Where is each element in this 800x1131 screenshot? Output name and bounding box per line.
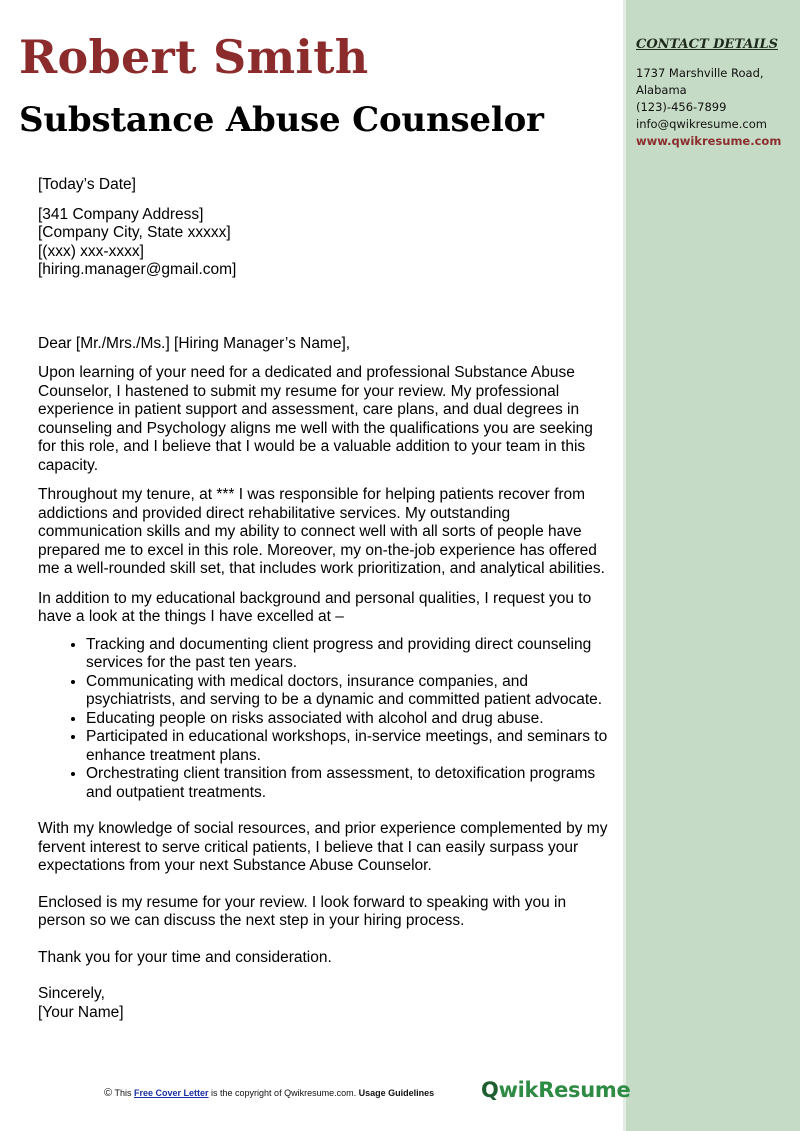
recipient-phone: [(xxx) xxx-xxxx] bbox=[38, 242, 144, 260]
recipient-address: [341 Company Address] bbox=[38, 205, 204, 223]
contact-website[interactable]: www.qwikresume.com bbox=[636, 134, 782, 148]
contact-sidebar bbox=[623, 0, 800, 1131]
paragraph-5: Enclosed is my resume for your review. I look forward to speaking with you in person so we can discuss the next step in your hiring process. bbox=[38, 893, 567, 929]
job-title: Substance Abuse Counselor bbox=[19, 100, 544, 140]
copyright-icon: © bbox=[104, 1087, 113, 1099]
letter-date: [Today’s Date] bbox=[38, 176, 136, 193]
paragraph-1: Upon learning of your need for a dedicated and professional Substance Abuse Counselor, I hastened to submit my resume for your review. My professional experience in patient support and assessment, care plans, and dual degrees in counseling and Psychology aligns me well with the qualifications you are seeking for this role, and I believe that I would be a valuable addition to your team in this capacity. bbox=[38, 364, 593, 474]
candidate-name: Robert Smith bbox=[19, 30, 369, 84]
recipient-city: [Company City, State xxxxx] bbox=[38, 224, 231, 241]
copyright-footer bbox=[104, 1087, 434, 1099]
footer-text-this: This bbox=[114, 1088, 132, 1098]
list-item: • Educating people on risks associated with alcohol and drug abuse. bbox=[86, 710, 608, 729]
paragraph-2: Throughout my tenure, at *** I was responsible for helping patients recover from addictions and provided direct rehabilitative services. My outstanding communication skills and my ability to connect well with all sorts of people have prepared me to excel in this role. Moreover, my on-the-job experience has offered me a well-rounded skill set, that includes work prioritization, and analytical abilities. bbox=[38, 486, 605, 577]
list-item: • Communicating with medical doctors, insurance companies, and psychiatrists, and serving to be a dynamic and committed patient advocate. bbox=[86, 673, 608, 710]
logo-q: Q bbox=[481, 1078, 499, 1102]
closing: Sincerely, bbox=[38, 985, 105, 1002]
footer-text-middle: is the copyright of Qwikresume.com. bbox=[211, 1088, 357, 1098]
contact-details bbox=[636, 65, 791, 150]
paragraph-6: Thank you for your time and consideration. bbox=[38, 948, 332, 966]
contact-details-heading: CONTACT DETAILS bbox=[636, 37, 778, 52]
contact-email[interactable]: info@qwikresume.com bbox=[636, 117, 767, 131]
recipient-email: [hiring.manager@gmail.com] bbox=[38, 261, 237, 278]
paragraph-3: In addition to my educational background and personal qualities, I request you to have a look at the things I have excelled at – bbox=[38, 589, 592, 625]
letter-body bbox=[38, 176, 608, 1022]
usage-guidelines-link[interactable]: Usage Guidelines bbox=[358, 1088, 435, 1098]
list-item: • Orchestrating client transition from assessment, to detoxification programs and outpatient treatments. bbox=[86, 765, 608, 802]
free-cover-letter-link[interactable]: Free Cover Letter bbox=[133, 1088, 209, 1098]
contact-address-line2: Alabama bbox=[636, 83, 687, 97]
achievements-list bbox=[38, 636, 608, 803]
recipient-block bbox=[38, 206, 608, 280]
list-item: • Tracking and documenting client progress and providing direct counseling services for the past ten years. bbox=[86, 636, 608, 673]
list-item: • Participated in educational workshops, in-service meetings, and seminars to enhance treatment plans. bbox=[86, 728, 608, 765]
qwikresume-logo[interactable] bbox=[481, 1078, 630, 1102]
contact-phone: (123)-456-7899 bbox=[636, 100, 727, 114]
signature: [Your Name] bbox=[38, 1003, 124, 1021]
salutation: Dear [Mr./Mrs./Ms.] [Hiring Manager’s Name], bbox=[38, 334, 351, 352]
contact-address-line1: 1737 Marshville Road, bbox=[636, 66, 764, 80]
paragraph-4: With my knowledge of social resources, and prior experience complemented by my fervent interest to serve critical patients, I believe that I can easily surpass your expectations from your next Substance Abuse Counselor. bbox=[38, 820, 608, 874]
logo-text: wikResume bbox=[498, 1078, 631, 1102]
